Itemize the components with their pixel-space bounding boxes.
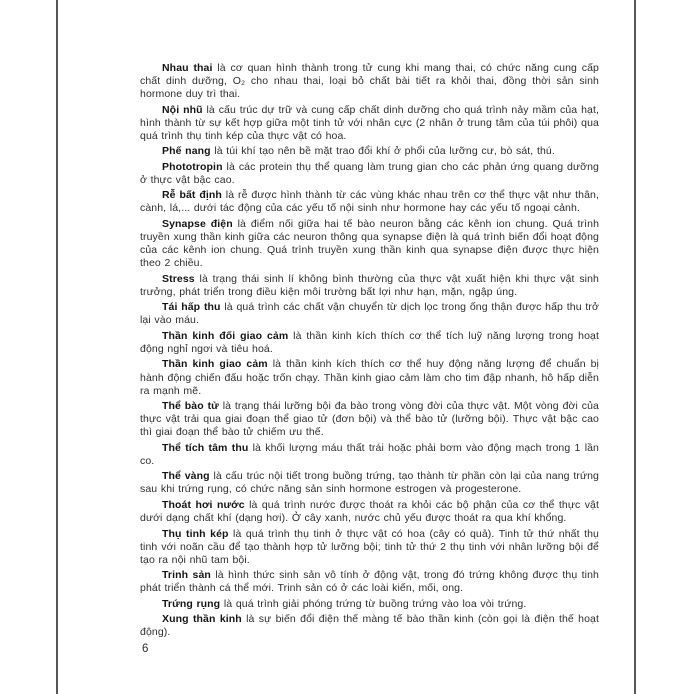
glossary-entry — [140, 442, 599, 468]
glossary-term: Thể bào tử — [162, 400, 219, 413]
glossary-entry — [140, 569, 599, 595]
glossary-entry — [140, 104, 599, 143]
glossary-definition: là các protein thụ thể quang làm trung gian cho các phản ứng quang dưỡng ở thực vật bậc cao. — [140, 160, 599, 186]
glossary-term: Phototropin — [162, 160, 223, 173]
glossary-definition: là trạng thái sinh lí không bình thường của thực vật xuất hiện khi thực vật sinh trưởng, phát triển trong điều kiện môi trường bất lợi như hạn, mặn, ngập úng. — [140, 272, 599, 298]
glossary-entry — [140, 218, 599, 270]
glossary-definition: là quá trình nước được thoát ra khỏi các bộ phận của cơ thể thực vật dưới dạng chất khí (dạng hơi). Ở cây xanh, nước chủ yếu được thoát ra qua khí khổng. — [140, 498, 599, 524]
glossary-term: Thể vàng — [162, 470, 210, 483]
glossary-term: Rễ bất định — [162, 189, 222, 202]
glossary-definition: là quá trình thụ tinh ở thực vật có hoa (cây có quả). Tinh tử thứ nhất thụ tinh với noãn cầu để tạo thành hợp tử lưỡng bội; tinh tử thứ 2 thụ tinh với nhân lưỡng bội để tạo ra nội nhũ tam bội. — [140, 527, 599, 566]
glossary-definition: là quá trình giải phóng trứng từ buồng trứng vào loa vòi trứng. — [223, 597, 527, 610]
glossary-entry — [140, 301, 599, 327]
glossary-definition: là túi khí tạo nên bề mặt trao đổi khí ở phổi của lưỡng cư, bò sát, thú. — [214, 145, 555, 158]
glossary-term: Nhau thai — [162, 62, 213, 74]
glossary-term: Thần kinh đối giao cảm — [162, 329, 289, 342]
glossary-definition: là rễ được hình thành từ các vùng khác nhau trên cơ thể thực vật như thân, cành, lá,... dưới tác động của các yếu tố nội sinh như hormone hay các yếu tố ngoại cảnh. — [140, 189, 599, 215]
glossary-content — [140, 62, 599, 642]
glossary-definition: là điểm nối giữa hai tế bào neuron bằng các kênh ion chung. Quá trình truyền xung thần kinh giữa các neuron thông qua synapse điện là quá trình biến đổi hoạt động của các kênh ion chung. Quá trình truyền xung thần kinh qua synapse điện được thực hiện theo 2 chiều. — [140, 218, 600, 270]
glossary-term: Thoát hơi nước — [162, 498, 245, 511]
glossary-term: Synapse điện — [162, 218, 233, 231]
glossary-entry — [140, 598, 599, 611]
glossary-definition: là khối lượng máu thất trái hoặc phải bơm vào động mạch trong 1 lần co. — [140, 441, 600, 467]
glossary-definition: là cấu trúc nội tiết trong buồng trứng, tạo thành từ phần còn lại của nang trứng sau khi trứng rụng, có chức năng sản sinh hormone estrogen và progesterone. — [140, 470, 599, 496]
glossary-term: Thụ tinh kép — [162, 527, 229, 540]
glossary-definition: là cấu trúc dự trữ và cung cấp chất dinh dưỡng cho quá trình nảy mầm của hạt, hình thành từ sự kết hợp giữa một tinh tử với nhân cực (2 nhân ở trung tâm của túi phôi) qua quá trình thụ tinh kép của thực vật có hoa. — [140, 103, 599, 142]
glossary-entry — [140, 145, 599, 158]
glossary-term: Phế nang — [162, 145, 211, 158]
glossary-entry — [140, 161, 599, 187]
glossary-definition: là thần kinh kích thích cơ thể huy động năng lượng để chuẩn bị hành động chiến đấu hoặc trốn chạy. Thần kinh giao cảm làm cho tim đập nhanh, hô hấp diễn ra mạnh mẽ. — [140, 358, 599, 397]
glossary-term: Xung thần kinh — [162, 613, 242, 626]
page-left-rule — [56, 0, 58, 694]
glossary-term: Thể tích tâm thu — [162, 441, 249, 454]
page-right-rule — [634, 0, 636, 694]
glossary-definition: là sự biến đổi điện thế màng tế bào thần kinh (còn gọi là điện thế hoạt động). — [140, 613, 599, 639]
glossary-entry — [140, 358, 599, 397]
glossary-definition: là thần kinh kích thích cơ thể tích luỹ năng lượng trong hoạt động nghỉ ngơi và tiêu hoá. — [140, 329, 600, 355]
glossary-entry — [140, 499, 599, 525]
page-number: 6 — [142, 643, 149, 655]
glossary-entry — [140, 613, 599, 639]
glossary-definition: là trạng thái lưỡng bội đa bào trong vòng đời của thực vật. Một vòng đời của thực vật trải qua giai đoạn thể giao tử (đơn bội) và thể bào tử (lưỡng bội). Thực vật bậc cao thì giai đoạn thể bào tử chiếm ưu thế. — [140, 400, 599, 439]
glossary-entry — [140, 528, 599, 567]
glossary-entry — [140, 470, 599, 496]
glossary-term: Trứng rụng — [162, 597, 221, 610]
glossary-term: Stress — [162, 272, 195, 285]
glossary-entry — [140, 330, 599, 356]
glossary-term: Tái hấp thu — [162, 301, 221, 314]
glossary-definition: là quá trình các chất vận chuyển từ dịch lọc trong ống thận được hấp thu trở lại vào máu. — [140, 301, 600, 327]
glossary-entry — [140, 400, 599, 439]
glossary-entry — [140, 189, 599, 215]
glossary-definition: là cơ quan hình thành trong tử cung khi mang thai, có chức năng cung cấp chất dinh dưỡng, O₂ cho nhau thai, loại bỏ chất bài tiết ra khỏi thai, đồng thời sản sinh hormone duy trì thai. — [140, 62, 599, 101]
glossary-term: Thần kinh giao cảm — [162, 358, 268, 371]
glossary-entry — [140, 273, 599, 299]
glossary-entry — [140, 62, 599, 101]
glossary-entry-list — [140, 62, 599, 639]
glossary-term: Nội nhũ — [162, 103, 203, 116]
glossary-term: Trinh sản — [162, 569, 211, 582]
glossary-definition: là hình thức sinh sản vô tính ở động vật, trong đó trứng không được thụ tinh phát triển thành cá thể mới. Trinh sản có ở các loài kiến, mối, ong. — [140, 569, 599, 595]
